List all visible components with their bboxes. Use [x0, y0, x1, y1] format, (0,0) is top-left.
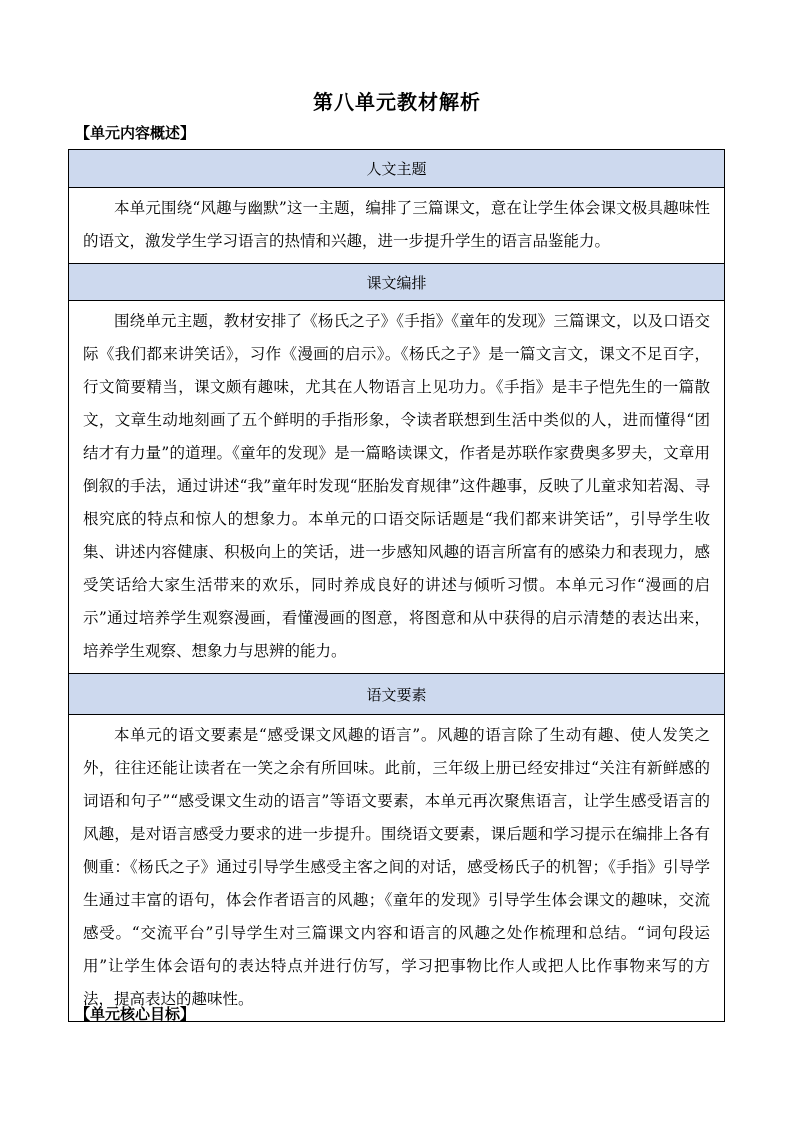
document-title: 第八单元教材解析: [313, 90, 481, 114]
table-row-body: [69, 715, 725, 1022]
table-row-body: [69, 188, 725, 264]
table-row-heading: [69, 264, 725, 301]
unit-overview-heading: 【单元内容概述】: [75, 124, 196, 142]
language-elements-heading: 语文要素: [69, 674, 725, 715]
table-row-body: [69, 301, 725, 674]
humanistic-theme-heading: 人文主题: [69, 150, 725, 188]
language-elements-text: 本单元的语文要素是“感受课文风趣的语言”。风趣的语言除了生动有趣、使人发笑之外，往往还能让读者在一笑之余有所回味。此前，三年级上册已经安排过“关注有新鲜感的词语和句子”“感受课文生动的语言”等语文要素，本单元再次聚焦语言，让学生感受语言的风趣，是对语言感受力要求的进一步提升。围绕语文要素，课后题和学习提示在编排上各有侧重：《杨氏之子》通过引导学生感受主客之间的对话，感受杨氏子的机智；《手指》引导学生通过丰富的语句，体会作者语言的风趣；《童年的发现》引导学生体会课文的趣味，交流感受。“交流平台”引导学生对三篇课文内容和语言的风趣之处作梳理和总结。“词句段运用”让学生体会语句的表达特点并进行仿写，学习把事物比作人或把人比作事物来写的方法，提高表达的趣味性。: [69, 715, 725, 1022]
unit-content-table: [68, 149, 725, 1022]
lesson-arrangement-heading: 课文编排: [69, 264, 725, 301]
unit-goals-heading: 【单元核心目标】: [75, 1005, 196, 1023]
table-row-heading: [69, 674, 725, 715]
lesson-arrangement-text: 围绕单元主题，教材安排了《杨氏之子》《手指》《童年的发现》三篇课文，以及口语交际《我们都来讲笑话》，习作《漫画的启示》。《杨氏之子》是一篇文言文，课文不足百字，行文简要精当，课文颇有趣味，尤其在人物语言上见功力。《手指》是丰子恺先生的一篇散文，文章生动地刻画了五个鲜明的手指形象，令读者联想到生活中类似的人，进而懂得“团结才有力量”的道理。《童年的发现》是一篇略读课文，作者是苏联作家费奥多罗夫，文章用倒叙的手法，通过讲述“我”童年时发现“胚胎发育规律”这件趣事，反映了儿童求知若渴、寻根究底的特点和惊人的想象力。本单元的口语交际话题是“我们都来讲笑话”，引导学生收集、讲述内容健康、积极向上的笑话，进一步感知风趣的语言所富有的感染力和表现力，感受笑话给大家生活带来的欢乐，同时养成良好的讲述与倾听习惯。本单元习作“漫画的启示”通过培养学生观察漫画，看懂漫画的图意，将图意和从中获得的启示清楚的表达出来，培养学生观察、想象力与思辨的能力。: [69, 301, 725, 674]
humanistic-theme-text: 本单元围绕“风趣与幽默”这一主题，编排了三篇课文，意在让学生体会课文极具趣味性的语文，激发学生学习语言的热情和兴趣，进一步提升学生的语言品鉴能力。: [69, 188, 725, 264]
table-row-heading: [69, 150, 725, 188]
